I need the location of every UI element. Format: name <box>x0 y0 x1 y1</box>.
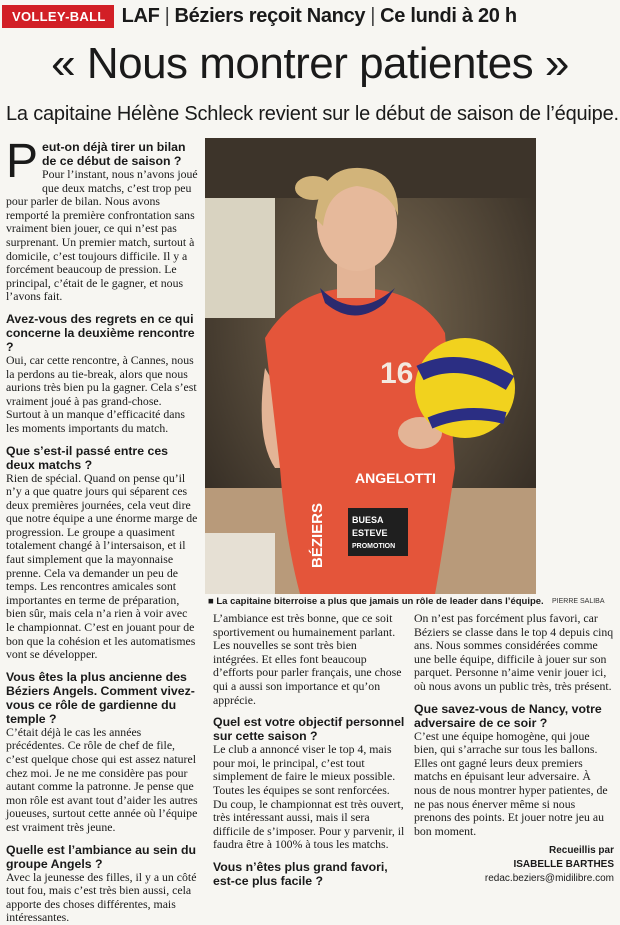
answer-7: On n’est pas forcément plus favori, car Béziers se classe dans le top 4 depuis cinq ans. Nous sommes considérées comme une belle équipe, difficile à jouer sur son parquet. Personne n’aime venir jouer ici, où nous avons un public très, très présent. <box>414 611 614 693</box>
drop-cap: P <box>6 135 39 188</box>
question-3: Que s’est-il passé entre ces deux matchs ? <box>6 443 168 472</box>
question-2: Avez-vous des regrets en ce qui concerne la deuxième rencontre ? <box>6 311 195 354</box>
kicker-match: Béziers reçoit Nancy <box>174 4 366 27</box>
answer-2: Oui, car cette rencontre, à Cannes, nous la perdons au tie-break, alors que nous aurions très bien pu la gagner. Cela s’est vraiment joué à pas grand-chose. Surtout à un manque d’efficacité dans les moments importants du match. <box>6 352 197 435</box>
photo-caption: ■ La capitaine biterroise a plus que jamais un rôle de leader dans l’équipe. <box>208 596 544 607</box>
kicker-league: LAF <box>121 4 160 27</box>
question-5: Quelle est l’ambiance au sein du groupe Angels ? <box>6 842 196 871</box>
answer-4: C’était déjà le cas les années précédentes. Ce rôle de chef de file, c’est quelque chose qui est assez naturel chez moi. Je ne me considère pas pour autant comme la patronne. Je pense que mon rôle est avant tout d’aider les autres joueuses, surtout cette année où l’équipe est vraiment très jeune. <box>6 724 198 834</box>
answer-1: Pour l’instant, nous n’avons joué que deux matchs, c’est trop peu pour parler de bilan. Nous avons remporté la première confrontation sans vraiment bien jouer, ce qui n’est pas surprenant. Un premier match, surtout à domicile, c’est toujours difficile. Il y a forcément beaucoup de pression. Le principal, c’était de le gagner, et nous l’avons fait. <box>6 167 198 304</box>
kicker-time: Ce lundi à 20 h <box>380 4 517 27</box>
column-2 <box>213 612 405 888</box>
question-6: Quel est votre objectif personnel sur cette saison ? <box>213 715 405 744</box>
sponsor-promotion: PROMOTION <box>352 543 396 550</box>
kicker-bar <box>0 0 620 32</box>
answer-3: Rien de spécial. Quand on pense qu’il n’y a que quatre jours qui séparent ces deux premières journées, cela veut dire que notre équipe a une énorme marge de progression. Le groupe a quasiment totalement changé à l’intersaison, et il faut simplement que la mayonnaise prenne. Cela va demander un peu de temps. Les rencontres amicales sont importantes en terme de préparation, bien sûr, mais cela n’a rien à voir avec le championnat. C’est en jouant pour de bon que la cohésion et les automatismes vont se développer. <box>6 470 198 662</box>
answer-8: C’est une équipe homogène, qui joue bien, qui s’arrache sur tous les ballons. Elles ont gagné leurs deux premiers matchs en épuisant leur adversaire. À nous de nous montrer hyper patientes, de ne pas nous énerver même si nous prenons des points. Et jouer notre jeu au bon moment. <box>414 728 608 838</box>
player-illustration <box>205 138 536 594</box>
sponsor-esteve: ESTEVE <box>352 528 388 538</box>
jersey-number: 16 <box>380 357 414 390</box>
player-photo <box>205 138 536 594</box>
column-1 <box>6 135 198 925</box>
question-8: Que savez-vous de Nancy, votre adversaire de ce soir ? <box>414 701 602 730</box>
kicker-text: LAF | Béziers reçoit Nancy | Ce lundi à 20 h <box>121 4 517 27</box>
sponsor-angelotti: ANGELOTTI <box>355 470 436 486</box>
photo-credit: PIERRE SALIBA <box>552 598 605 605</box>
byline-label: Recueillis par <box>548 845 614 857</box>
headline: « Nous montrer patientes » <box>51 39 569 88</box>
sponsor-buesa: BUESA <box>352 515 384 525</box>
question-7: Vous n’êtes plus grand favori, est-ce plus facile ? <box>213 859 388 888</box>
byline-email: redac.beziers@midilibre.com <box>484 872 614 884</box>
deck: La capitaine Hélène Schleck revient sur le début de saison de l’équipe. <box>6 103 619 125</box>
section-tag: VOLLEY-BALL <box>2 5 114 28</box>
answer-5: Avec la jeunesse des filles, il y a un côté tout fou, mais c’est très bien aussi, cela apporte des choses différentes, mais intéressantes. <box>6 869 197 925</box>
column-3 <box>414 612 614 885</box>
byline-name: ISABELLE BARTHES <box>513 858 614 870</box>
answer-6: Le club a annoncé viser le top 4, mais pour moi, le principal, c’est tout simplement de faire le mieux possible. Toutes les équipes se sont renforcées. Du coup, le championnat est très ouvert, très intéressant aussi, mais il sera difficile de s’imposer. Pour y parvenir, il faudra être à 100% à tous les matchs. <box>213 742 405 852</box>
question-4: Vous êtes la plus ancienne des Béziers Angels. Comment vivez-vous ce rôle de gardienne du temple ? <box>6 669 195 726</box>
question-1: Peut-on déjà tirer un bilan de ce début de saison ? <box>6 135 186 188</box>
sponsor-beziers: BÉZIERS <box>309 502 326 568</box>
answer-5-continued: L’ambiance est très bonne, que ce soit sportivement ou humainement parlant. Les nouvelles se sont très bien intégrées. Et elles font beaucoup d’efforts pour parler français, une chose qui a aussi son importance et qu’on apprécie. <box>213 611 402 707</box>
